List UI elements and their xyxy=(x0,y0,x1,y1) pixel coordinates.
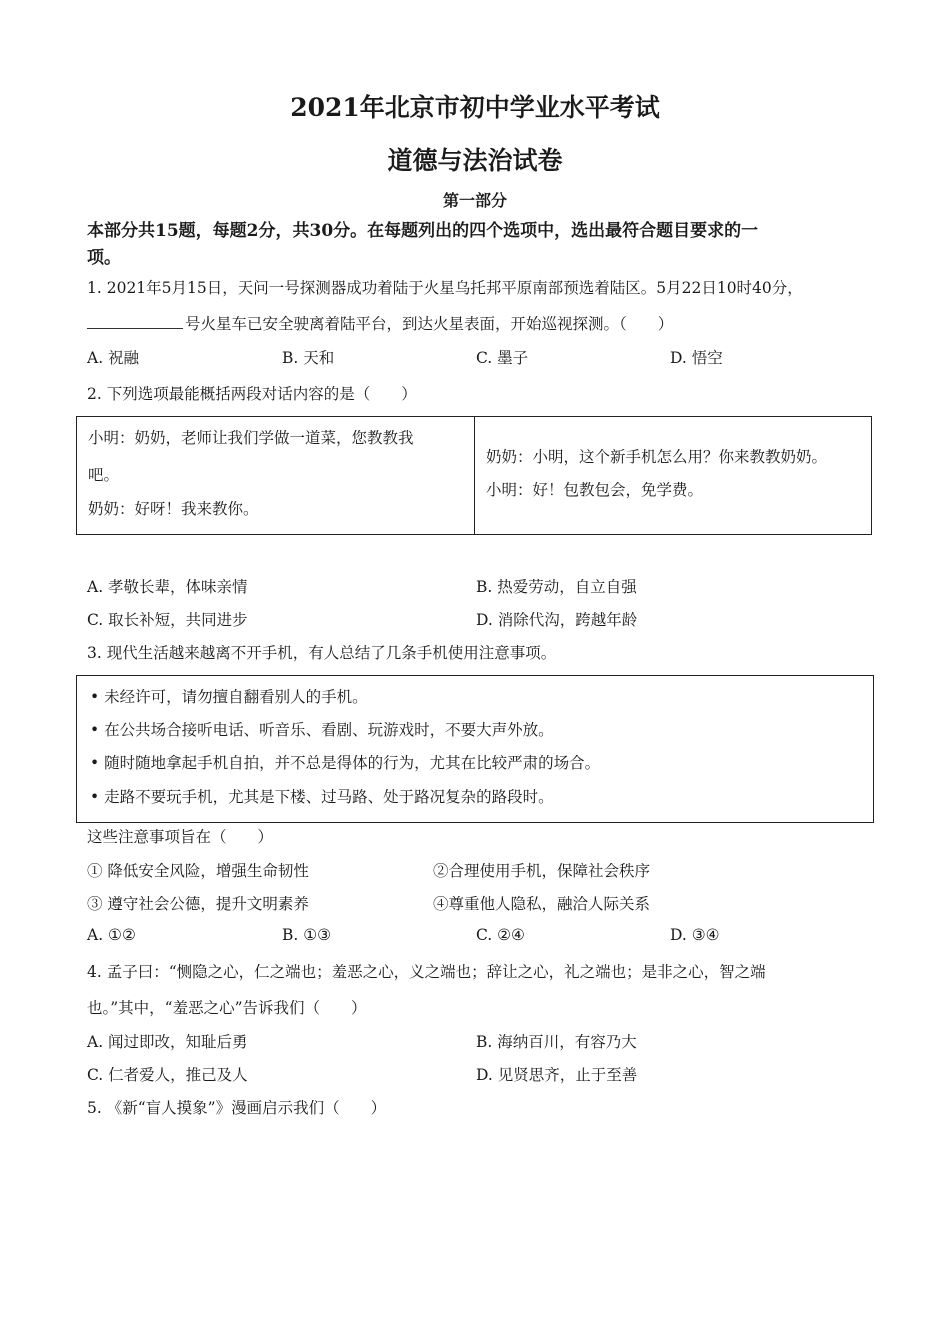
q3-option-a: A. ①② xyxy=(87,926,136,944)
instructions-line-2: 项。 xyxy=(87,248,121,268)
q2-left-line-3: 奶奶：好呀！我来教你。 xyxy=(88,500,259,518)
q4-option-c: C. 仁者爱人，推己及人 xyxy=(87,1066,248,1084)
q3-notice-item-3: • 随时随地拿起手机自拍，并不总是得体的行为，尤其在比较严肃的场合。 xyxy=(90,754,601,772)
q3-statement-2: ②合理使用手机，保障社会秩序 xyxy=(433,862,651,880)
section-heading: 第一部分 xyxy=(442,191,507,210)
q2-option-c: C. 取长补短，共同进步 xyxy=(87,611,248,629)
q2-option-a: A. 孝敬长辈，体味亲情 xyxy=(87,578,248,596)
answer-blank xyxy=(87,314,183,329)
q3-option-b: B. ①③ xyxy=(282,926,332,944)
q4-option-a: A. 闻过即改，知耻后勇 xyxy=(87,1033,248,1051)
q2-option-d: D. 消除代沟，跨越年龄 xyxy=(476,611,638,629)
q3-statement-1: ① 降低安全风险，增强生命韧性 xyxy=(87,862,309,880)
q1-option-d: D. 悟空 xyxy=(670,349,723,367)
q3-statement-3: ③ 遵守社会公德，提升文明素养 xyxy=(87,895,309,913)
q1-option-a: A. 祝融 xyxy=(87,349,140,367)
q2-option-b: B. 热爱劳动，自立自强 xyxy=(476,578,637,596)
q1-option-c: C. 墨子 xyxy=(476,349,529,367)
q2-right-line-1: 奶奶：小明，这个新手机怎么用？你来教教奶奶。 xyxy=(486,448,828,466)
q2-right-line-2: 小明：好！包教包会，免学费。 xyxy=(486,481,704,499)
q4-option-d: D. 见贤思齐，止于至善 xyxy=(476,1066,638,1084)
q2-table-divider xyxy=(474,416,475,535)
q3-notice-item-4: • 走路不要玩手机，尤其是下楼、过马路、处于路况复杂的路段时。 xyxy=(90,788,554,806)
q3-option-c: C. ②④ xyxy=(476,926,525,944)
q2-left-line-1: 小明：奶奶，老师让我们学做一道菜，您教教我 xyxy=(88,429,414,447)
instructions-line-1: 本部分共15题，每题2分，共30分。在每题列出的四个选项中，选出最符合题目要求的一 xyxy=(87,221,759,241)
q2-left-line-2: 吧。 xyxy=(88,466,120,484)
q1-option-b: B. 天和 xyxy=(282,349,335,367)
q3-stem: 3. 现代生活越来越离不开手机，有人总结了几条手机使用注意事项。 xyxy=(87,644,557,662)
q4-option-b: B. 海纳百川，有容乃大 xyxy=(476,1033,637,1051)
q5-stem: 5. 《新“盲人摸象”》漫画启示我们（ ） xyxy=(87,1099,387,1117)
q1-stem-line-2 xyxy=(87,312,673,334)
q1-stem-line-1: 1. 2021年5月15日，天问一号探测器成功着陆于火星乌托邦平原南部预选着陆区。5月22日10时40分， xyxy=(87,279,803,297)
q2-stem: 2. 下列选项最能概括两段对话内容的是（ ） xyxy=(87,385,417,403)
q3-option-d: D. ③④ xyxy=(670,926,720,944)
q1-stem-text: 号火星车已安全驶离着陆平台，到达火星表面，开始巡视探测。（ ） xyxy=(185,315,674,333)
q3-notice-item-2: • 在公共场合接听电话、听音乐、看剧、玩游戏时，不要大声外放。 xyxy=(90,721,554,739)
exam-title: 2021年北京市初中学业水平考试 xyxy=(290,93,660,122)
exam-subtitle: 道德与法治试卷 xyxy=(387,146,563,175)
q4-stem-line-2: 也。”其中，“羞恶之心”告诉我们（ ） xyxy=(87,999,367,1017)
q3-prompt: 这些注意事项旨在（ ） xyxy=(87,828,274,846)
q3-notice-item-1: • 未经许可，请勿擅自翻看别人的手机。 xyxy=(90,688,368,706)
q4-stem-line-1: 4. 孟子曰：“恻隐之心，仁之端也；羞恶之心，义之端也；辞让之心，礼之端也；是非之心，智之端 xyxy=(87,963,766,981)
q3-statement-4: ④尊重他人隐私，融洽人际关系 xyxy=(433,895,651,913)
